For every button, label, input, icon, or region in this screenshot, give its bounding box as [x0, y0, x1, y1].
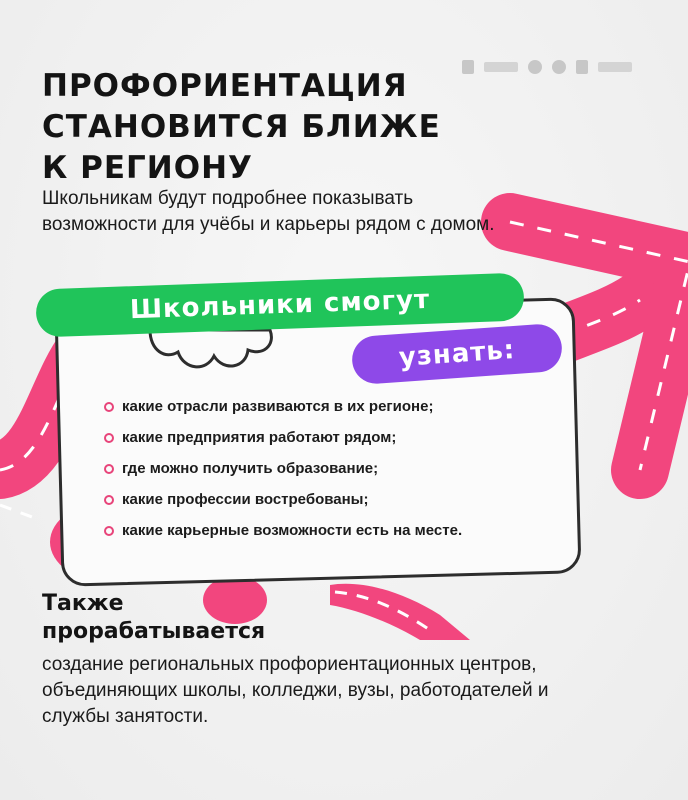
list-item	[104, 391, 462, 422]
list-item	[104, 515, 462, 546]
bullet-icon	[104, 526, 114, 536]
bullet-icon	[104, 464, 114, 474]
bullet-icon	[104, 433, 114, 443]
list-item	[104, 484, 462, 515]
heading-line: Также	[42, 591, 124, 616]
title-line: ПРОФОРИЕНТАЦИЯ	[42, 68, 408, 104]
section-text: создание региональных профориентационных центров, объединяющих школы, колледжи, вузы, работодателей и службы занятости.	[42, 654, 549, 727]
list-item	[104, 422, 462, 453]
title-line: СТАНОВИТСЯ БЛИЖЕ	[42, 109, 441, 145]
subheadline-pill: узнать:	[351, 323, 564, 386]
bullet-icon	[104, 495, 114, 505]
subtitle: Школьникам будут подробнее показывать возможности для учёбы и карьеры рядом с домом.	[42, 188, 495, 235]
list-item-text: какие профессии востребованы;	[122, 491, 369, 508]
list-item	[104, 453, 462, 484]
headline-pill: Школьники смогут	[35, 272, 524, 337]
list-item-text: какие карьерные возможности есть на месте.	[122, 522, 463, 539]
heading-line: прорабатывается	[42, 619, 266, 644]
list-item-text: какие отрасли развиваются в их регионе;	[122, 398, 434, 415]
list-item-text: какие предприятия работают рядом;	[122, 429, 397, 446]
title-line: К РЕГИОНУ	[42, 150, 253, 186]
bullet-icon	[104, 402, 114, 412]
opportunity-list	[104, 391, 462, 546]
list-item-text: где можно получить образование;	[122, 460, 379, 477]
section-heading	[42, 590, 265, 646]
